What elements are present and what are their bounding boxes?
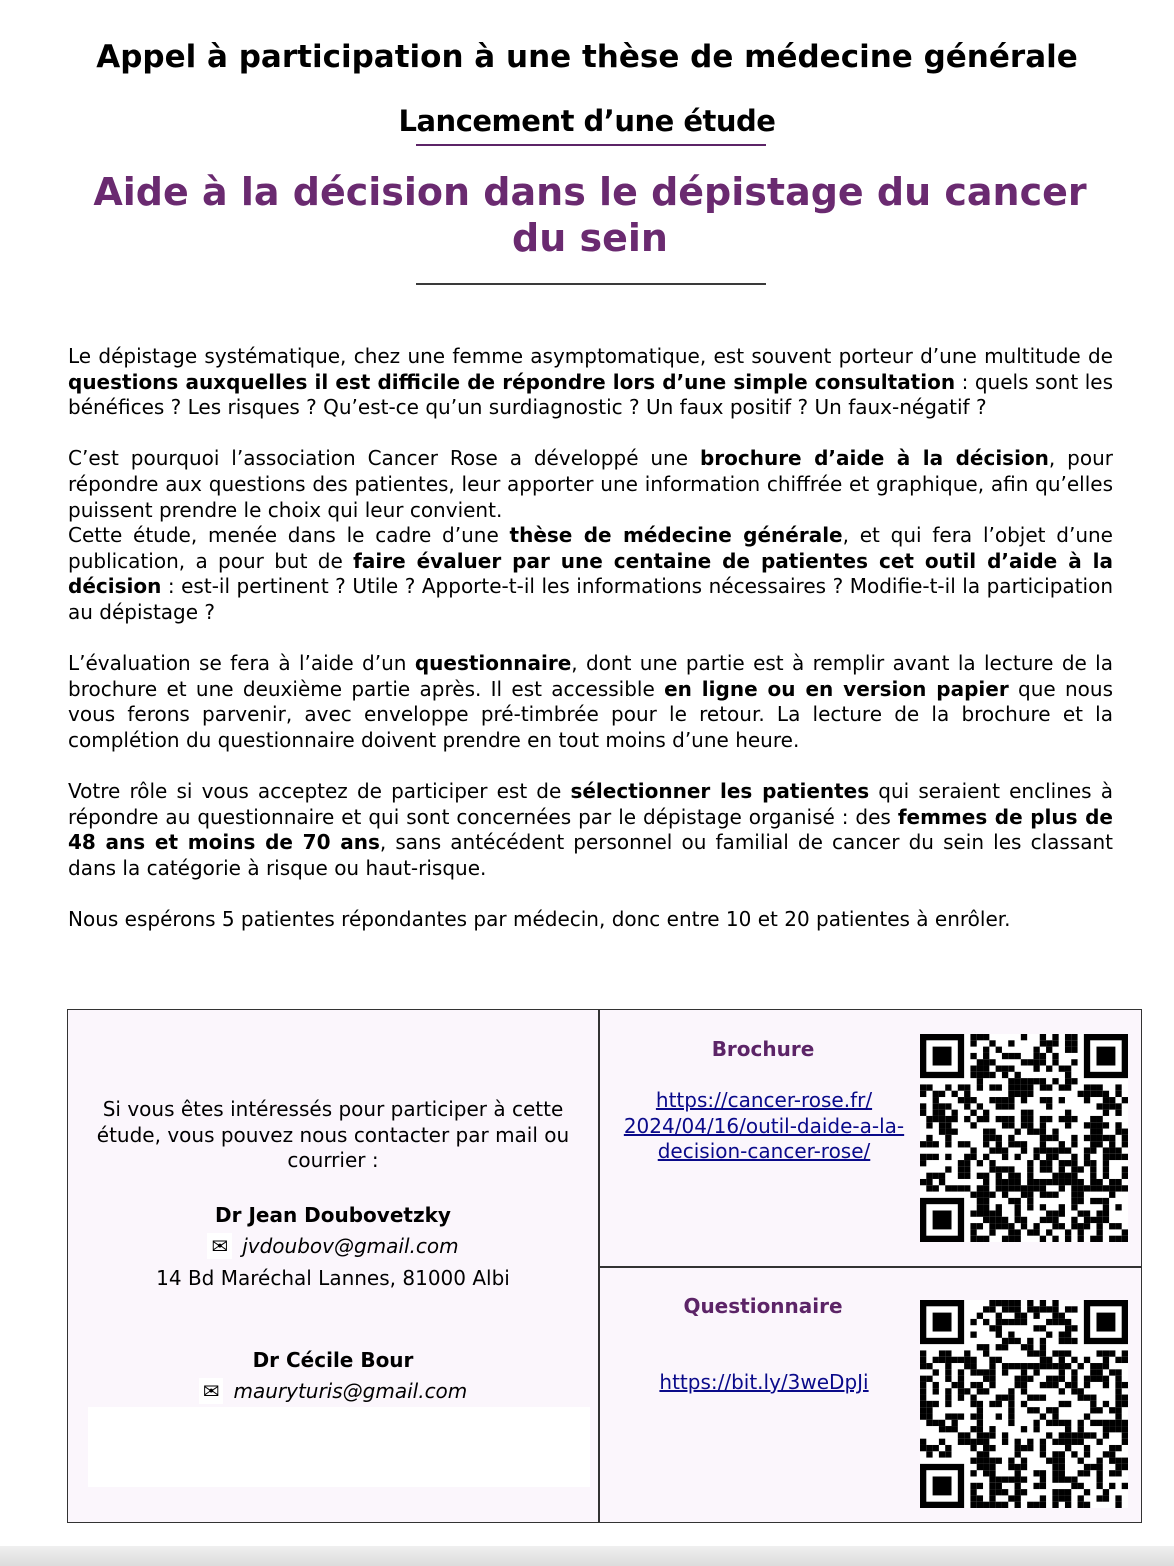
doctor1-address: 14 Bd Maréchal Lannes, 81000 Albi — [156, 1266, 510, 1290]
top-title: Appel à participation à une thèse de médecine générale — [96, 39, 1078, 75]
brochure-link[interactable] — [608, 1088, 920, 1165]
brochure-link-line[interactable]: https://cancer-rose.fr/ — [655, 1088, 873, 1112]
questionnaire-link[interactable]: https://bit.ly/3weDpJi — [659, 1370, 869, 1394]
doctor1-name: Dr Jean Doubovetzky — [215, 1203, 451, 1227]
contact-cell — [68, 1010, 598, 1522]
paragraph-2: C’est pourquoi l’association Cancer Rose a développé une brochure d’aide à la décision, pour répondre aux questions des patientes, leur apporter une information chiffrée et graphique, afin qu’elles puissent prendre le choix qui leur convient. — [68, 446, 1113, 522]
paragraph-6: Nous espérons 5 patientes répondantes par médecin, donc entre 10 et 20 patientes à enrôler. — [68, 907, 1011, 932]
paragraph-1: Le dépistage systématique, chez une femme asymptomatique, est souvent porteur d’une multitude de questions auxquelles il est difficile de répondre lors d’une simple consultation : quels sont les bénéfices ? Les risques ? Qu’est-ce qu’un surdiagnostic ? Un faux positif ? Un faux-négatif ? — [68, 344, 1113, 420]
envelope-icon: ✉ — [207, 1233, 232, 1259]
brochure-qr-code — [920, 1034, 1128, 1242]
title-divider — [416, 283, 766, 285]
page-bottom-edge — [0, 1546, 1174, 1566]
subtitle: Lancement d’une étude — [398, 104, 776, 138]
box-divider-horizontal — [599, 1266, 1141, 1268]
paragraph-4: L’évaluation se fera à l’aide d’un questionnaire, dont une partie est à remplir avant la lecture de la brochure et une deuxième partie après. Il est accessible en ligne ou en version papier que nous vous ferons parvenir, avec enveloppe pré-timbrée pour le retour. La lecture de la brochure et la complétion du questionnaire doivent prendre en tout moins d’une heure. — [68, 651, 1113, 752]
doctor1-email[interactable]: jvdoubov@gmail.com — [242, 1234, 459, 1258]
questionnaire-title: Questionnaire — [683, 1294, 843, 1318]
brochure-title: Brochure — [711, 1037, 815, 1061]
info-box — [67, 1009, 1142, 1523]
envelope-icon: ✉ — [199, 1378, 224, 1404]
brochure-link-line[interactable]: decision-cancer-rose/ — [657, 1139, 871, 1164]
questionnaire-qr-code — [920, 1300, 1128, 1508]
doctor2-email-row[interactable] — [68, 1378, 598, 1404]
body-text — [68, 344, 1113, 933]
doctor2-name: Dr Cécile Bour — [252, 1348, 414, 1372]
doctor2-email[interactable]: mauryturis@gmail.com — [233, 1379, 468, 1403]
blank-area — [88, 1407, 590, 1487]
brochure-link-line[interactable]: 2024/04/16/outil-daide-a-la- — [623, 1113, 905, 1138]
main-title: Aide à la décision dans le dépistage du cancer du sein — [93, 170, 1087, 260]
paragraph-5: Votre rôle si vous acceptez de participer est de sélectionner les patientes qui seraient enclines à répondre au questionnaire et qui sont concernées par le dépistage organisé : des femmes de plus de 48 ans et moins de 70 ans, sans antécédent personnel ou familial de cancer du sein les classant dans la catégorie à risque ou haut-risque. — [68, 779, 1114, 880]
contact-intro: Si vous êtes intéressés pour participer à cette étude, vous pouvez nous contacter par mail ou courrier : — [96, 1097, 570, 1173]
doctor1-email-row[interactable] — [68, 1233, 598, 1259]
paragraph-3: Cette étude, menée dans le cadre d’une thèse de médecine générale, et qui fera l’objet d’une publication, a pour but de faire évaluer par une centaine de patientes cet outil d’aide à la décision : est-il pertinent ? Utile ? Apporte-t-il les informations nécessaires ? Modifie-t-il la participation au dépistage ? — [68, 523, 1114, 624]
subtitle-underline — [416, 144, 766, 146]
